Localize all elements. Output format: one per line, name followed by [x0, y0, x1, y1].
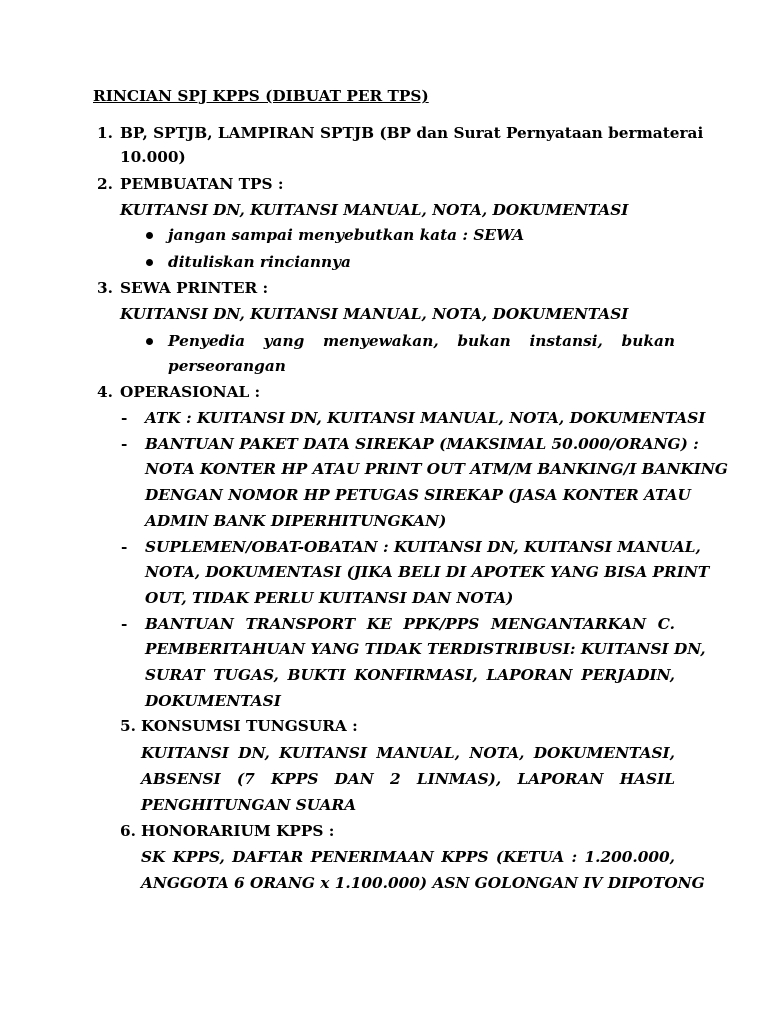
item-1-line-1: BP, SPTJB, LAMPIRAN SPTJB (BP dan Surat Pernyataan bermaterai	[120, 124, 704, 142]
item-5-heading: KONSUMSI TUNGSURA :	[141, 717, 358, 735]
item-4-dash-3-line-2: NOTA, DOKUMENTASI (JIKA BELI DI APOTEK YANG BISA PRINT	[145, 563, 710, 581]
item-4-dash-2-line-3: DENGAN NOMOR HP PETUGAS SIREKAP (JASA KONTER ATAU	[145, 486, 691, 504]
item-3-bullet-icon	[146, 338, 153, 345]
item-4-dash-4-line-2: PEMBERITAHUAN YANG TIDAK TERDISTRIBUSI: KUITANSI DN,	[145, 640, 706, 658]
item-6-number: 6.	[120, 822, 136, 840]
item-3-sub: KUITANSI DN, KUITANSI MANUAL, NOTA, DOKUMENTASI	[120, 305, 629, 323]
item-2-heading: PEMBUATAN TPS :	[120, 175, 284, 193]
item-5-number: 5.	[120, 717, 136, 735]
item-4-heading: OPERASIONAL :	[120, 383, 261, 401]
item-4-dash-3-symbol: -	[121, 538, 128, 556]
item-1-number: 1.	[97, 124, 113, 142]
document-title: RINCIAN SPJ KPPS (DIBUAT PER TPS)	[93, 87, 429, 105]
item-5-line-1: KUITANSI DN, KUITANSI MANUAL, NOTA, DOKUMENTASI,	[141, 744, 675, 762]
item-3-bullet-line-1: Penyedia yang menyewakan, bukan instansi, bukan	[168, 332, 675, 350]
item-1-line-2: 10.000)	[120, 148, 186, 166]
item-5-line-3: PENGHITUNGAN SUARA	[141, 796, 357, 814]
item-6-heading: HONORARIUM KPPS :	[141, 822, 335, 840]
item-4-dash-3-line-1: SUPLEMEN/OBAT-OBATAN : KUITANSI DN, KUITANSI MANUAL,	[145, 538, 701, 556]
item-6-line-2: ANGGOTA 6 ORANG x 1.100.000) ASN GOLONGAN IV DIPOTONG	[141, 874, 705, 892]
item-4-dash-2-line-1: BANTUAN PAKET DATA SIREKAP (MAKSIMAL 50.000/ORANG) :	[145, 435, 699, 453]
item-4-dash-4-line-3: SURAT TUGAS, BUKTI KONFIRMASI, LAPORAN PERJADIN,	[145, 666, 675, 684]
item-2-bullet-icon-1	[146, 232, 153, 239]
item-2-bullet-icon-2	[146, 259, 153, 266]
item-3-bullet-line-2: perseorangan	[168, 357, 286, 375]
item-4-dash-1-symbol: -	[121, 409, 128, 427]
item-4-dash-1-line-1: ATK : KUITANSI DN, KUITANSI MANUAL, NOTA, DOKUMENTASI	[145, 409, 706, 427]
item-4-dash-3-line-3: OUT, TIDAK PERLU KUITANSI DAN NOTA)	[145, 589, 514, 607]
item-4-dash-2-line-4: ADMIN BANK DIPERHITUNGKAN)	[145, 512, 447, 530]
item-2-bullet-2: dituliskan rinciannya	[168, 253, 351, 271]
item-4-dash-2-line-2: NOTA KONTER HP ATAU PRINT OUT ATM/M BANKING/I BANKING	[145, 460, 728, 478]
item-4-dash-4-line-1: BANTUAN TRANSPORT KE PPK/PPS MENGANTARKAN C.	[145, 615, 675, 633]
item-4-dash-2-symbol: -	[121, 435, 128, 453]
item-3-heading: SEWA PRINTER :	[120, 279, 269, 297]
item-2-number: 2.	[97, 175, 113, 193]
item-3-number: 3.	[97, 279, 113, 297]
item-4-dash-4-symbol: -	[121, 615, 128, 633]
item-4-dash-4-line-4: DOKUMENTASI	[145, 692, 281, 710]
item-6-line-1: SK KPPS, DAFTAR PENERIMAAN KPPS (KETUA : 1.200.000,	[141, 848, 675, 866]
item-2-bullet-1: jangan sampai menyebutkan kata : SEWA	[168, 226, 525, 244]
item-5-line-2: ABSENSI (7 KPPS DAN 2 LINMAS), LAPORAN HASIL	[141, 770, 675, 788]
item-4-number: 4.	[97, 383, 113, 401]
item-2-sub: KUITANSI DN, KUITANSI MANUAL, NOTA, DOKUMENTASI	[120, 201, 629, 219]
